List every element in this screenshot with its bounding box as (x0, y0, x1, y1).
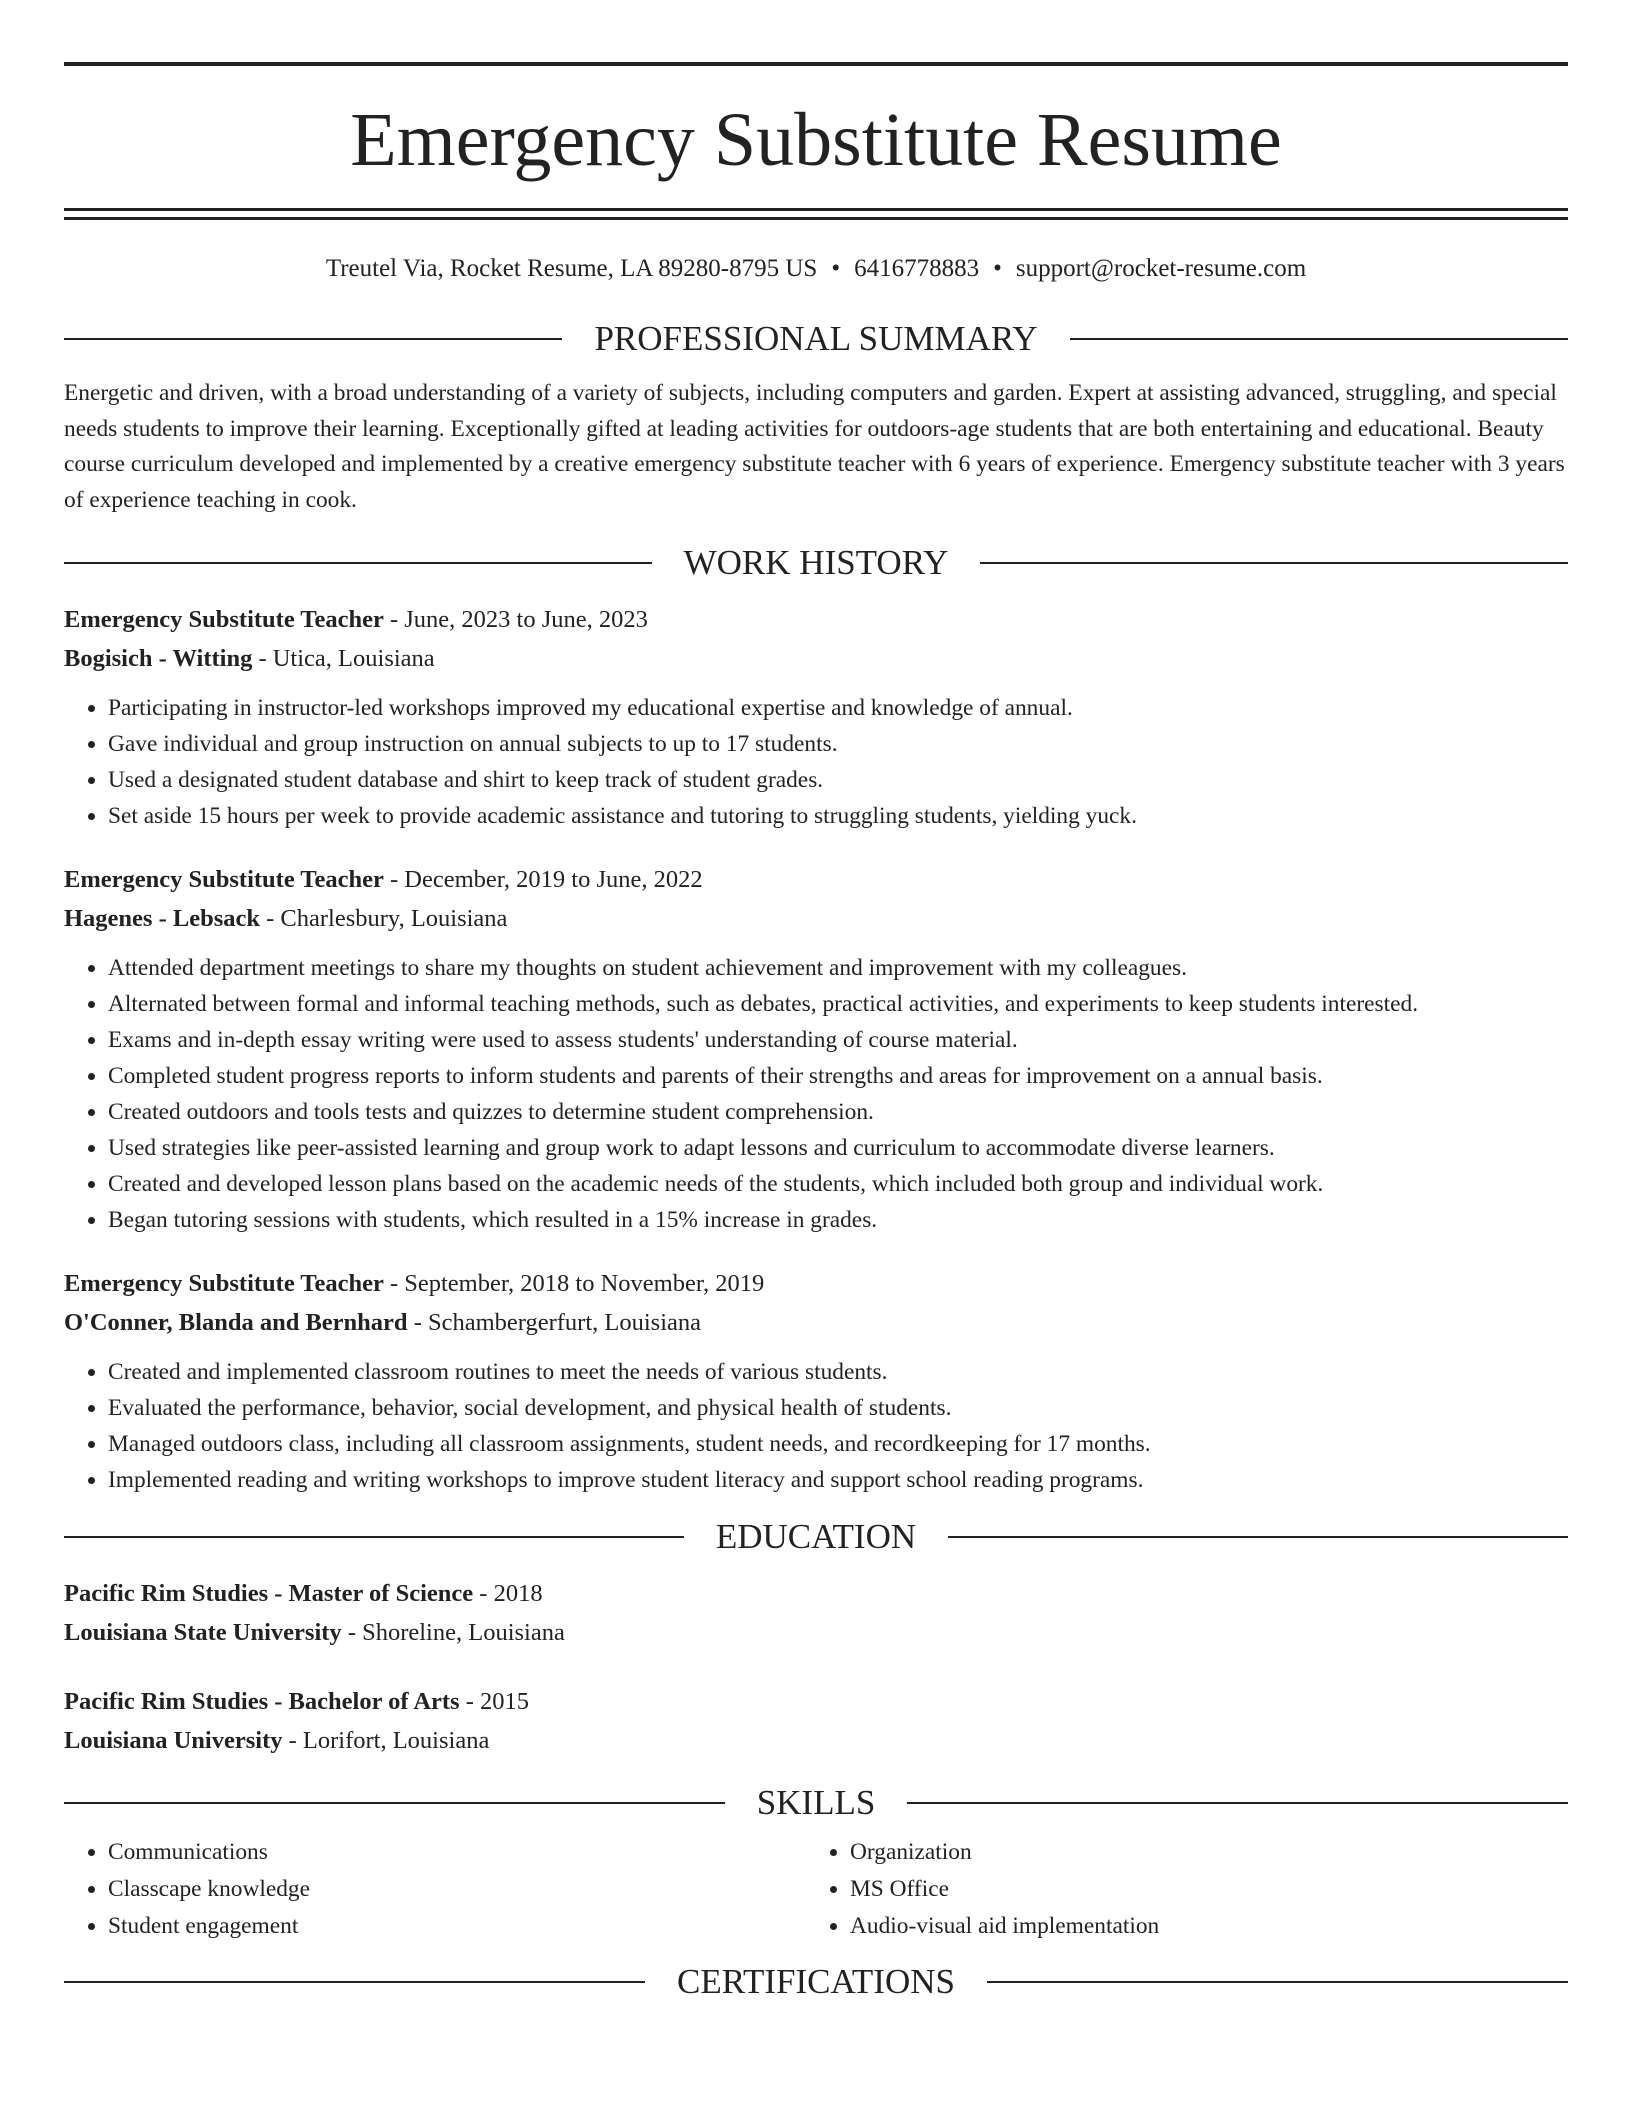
job-company-line (64, 899, 1568, 938)
list-item: • Created and implemented classroom routines to meet the needs of various students. (108, 1354, 1568, 1390)
job-title-line (64, 860, 1568, 899)
heading-rule-right (987, 1981, 1568, 1983)
school-line (64, 1721, 1568, 1760)
school-line (64, 1613, 1568, 1652)
skill-item: • Communications (108, 1834, 806, 1871)
skills-list (64, 1834, 1568, 1945)
summary-text: Energetic and driven, with a broad understanding of a variety of subjects, including computers and garden. Expert at assisting advanced, struggling, and special needs students to improve their learning. Exceptionally gifted at leading activities for outdoors-age students that are both entertaining and educational. Beauty course curriculum developed and implemented by a creative emergency substitute teacher with 6 years of experience. Emergency substitute teacher with 3 years of experience teaching in cook. (64, 380, 1565, 513)
list-item: • Implemented reading and writing workshops to improve student literacy and support school reading programs. (108, 1462, 1568, 1498)
job-bullets (64, 950, 1568, 1238)
job-bullets (64, 690, 1568, 834)
section-title: SKILLS (756, 1783, 876, 1822)
list-item: • Set aside 15 hours per week to provide academic assistance and tutoring to struggling students, yielding yuck. (108, 798, 1568, 834)
school-location: - Lorifort, Louisiana (282, 1727, 490, 1754)
job-company: Hagenes - Lebsack (64, 905, 260, 932)
contact-email: support@rocket-resume.com (1015, 255, 1307, 282)
skill-item: • MS Office (850, 1871, 1568, 1908)
contact-phone: 6416778883 (854, 255, 980, 282)
contact-separator: • (993, 255, 1002, 282)
heading-rule-left (64, 1536, 684, 1538)
list-item: • Exams and in-depth essay writing were used to assess students' understanding of course material. (108, 1022, 1568, 1058)
job-location: - Charlesbury, Louisiana (260, 905, 508, 932)
skill-item: • Audio-visual aid implementation (850, 1908, 1568, 1945)
contact-address: Treutel Via, Rocket Resume, LA 89280-8795 US (325, 255, 818, 282)
job-dates: - June, 2023 to June, 2023 (383, 606, 648, 633)
degree: Pacific Rim Studies - Bachelor of Arts (64, 1688, 460, 1715)
job-location: - Schambergerfurt, Louisiana (407, 1309, 702, 1336)
top-rule (64, 62, 1568, 66)
section-title: WORK HISTORY (683, 543, 949, 582)
heading-rule-left (64, 1802, 725, 1804)
heading-rule-right (907, 1802, 1568, 1804)
skill-item: • Student engagement (108, 1908, 806, 1945)
job-title-line (64, 600, 1568, 639)
job-company-line (64, 639, 1568, 678)
degree: Pacific Rim Studies - Master of Science (64, 1580, 474, 1607)
list-item: • Participating in instructor-led workshops improved my educational expertise and knowledge of annual. (108, 690, 1568, 726)
school: Louisiana University (64, 1727, 283, 1754)
degree-line (64, 1574, 1568, 1613)
list-item: • Evaluated the performance, behavior, social development, and physical health of students. (108, 1390, 1568, 1426)
job-title-line (64, 1264, 1568, 1303)
job-company: O'Conner, Blanda and Bernhard (64, 1309, 408, 1336)
education-entry (64, 1682, 1568, 1760)
school-location: - Shoreline, Louisiana (341, 1619, 565, 1646)
job-entry (64, 600, 1568, 834)
skill-item: • Organization (850, 1834, 1568, 1871)
heading-rule-right (980, 562, 1568, 564)
heading-rule-left (64, 1981, 645, 1983)
contact-separator: • (831, 255, 841, 282)
degree-year: - 2018 (473, 1580, 543, 1607)
degree-line (64, 1682, 1568, 1721)
list-item: • Gave individual and group instruction on annual subjects to up to 17 students. (108, 726, 1568, 762)
job-location: - Utica, Louisiana (252, 645, 435, 672)
skill-item: • Classcape knowledge (108, 1871, 806, 1908)
work-history-list (64, 600, 1568, 1498)
job-entry (64, 1264, 1568, 1498)
job-title: Emergency Substitute Teacher (64, 1270, 384, 1297)
heading-rule-right (1070, 338, 1568, 340)
education-heading (64, 1516, 1568, 1558)
list-item: • Completed student progress reports to inform students and parents of their strengths and areas for improvement on a annual basis. (108, 1058, 1568, 1094)
work-history-heading (64, 542, 1568, 584)
section-title: EDUCATION (715, 1517, 917, 1556)
list-item: • Created outdoors and tools tests and quizzes to determine student comprehension. (108, 1094, 1568, 1130)
job-title: Emergency Substitute Teacher (64, 866, 384, 893)
contact-line (64, 254, 1568, 284)
summary-heading (64, 318, 1568, 360)
section-title: CERTIFICATIONS (677, 1962, 955, 2001)
title-rule-lower (64, 217, 1568, 220)
section-title: PROFESSIONAL SUMMARY (594, 319, 1038, 358)
school: Louisiana State University (64, 1619, 342, 1646)
list-item: • Created and developed lesson plans based on the academic needs of the students, which included both group and individual work. (108, 1166, 1568, 1202)
list-item: • Alternated between formal and informal teaching methods, such as debates, practical activities, and experiments to keep students interested. (108, 986, 1568, 1022)
heading-rule-left (64, 338, 562, 340)
skills-column-2 (806, 1834, 1568, 1945)
resume-page (64, 0, 1568, 2003)
degree-year: - 2015 (459, 1688, 529, 1715)
job-dates: - September, 2018 to November, 2019 (383, 1270, 765, 1297)
list-item: • Managed outdoors class, including all classroom assignments, student needs, and recordkeeping for 17 months. (108, 1426, 1568, 1462)
heading-rule-left (64, 562, 652, 564)
list-item: • Began tutoring sessions with students, which resulted in a 15% increase in grades. (108, 1202, 1568, 1238)
list-item: • Used a designated student database and shirt to keep track of student grades. (108, 762, 1568, 798)
education-entry (64, 1574, 1568, 1652)
skills-heading (64, 1782, 1568, 1824)
job-bullets (64, 1354, 1568, 1498)
certifications-heading (64, 1961, 1568, 2003)
job-dates: - December, 2019 to June, 2022 (383, 866, 703, 893)
skills-column-1 (64, 1834, 806, 1945)
job-title: Emergency Substitute Teacher (64, 606, 384, 633)
title-rule-upper (64, 208, 1568, 211)
job-company-line (64, 1303, 1568, 1342)
job-company: Bogisich - Witting (64, 645, 253, 672)
page-title: Emergency Substitute Resume (350, 98, 1282, 182)
list-item: • Used strategies like peer-assisted learning and group work to adapt lessons and curriculum to accommodate diverse learners. (108, 1130, 1568, 1166)
job-entry (64, 860, 1568, 1238)
list-item: • Attended department meetings to share my thoughts on student achievement and improvement with my colleagues. (108, 950, 1568, 986)
heading-rule-right (948, 1536, 1568, 1538)
